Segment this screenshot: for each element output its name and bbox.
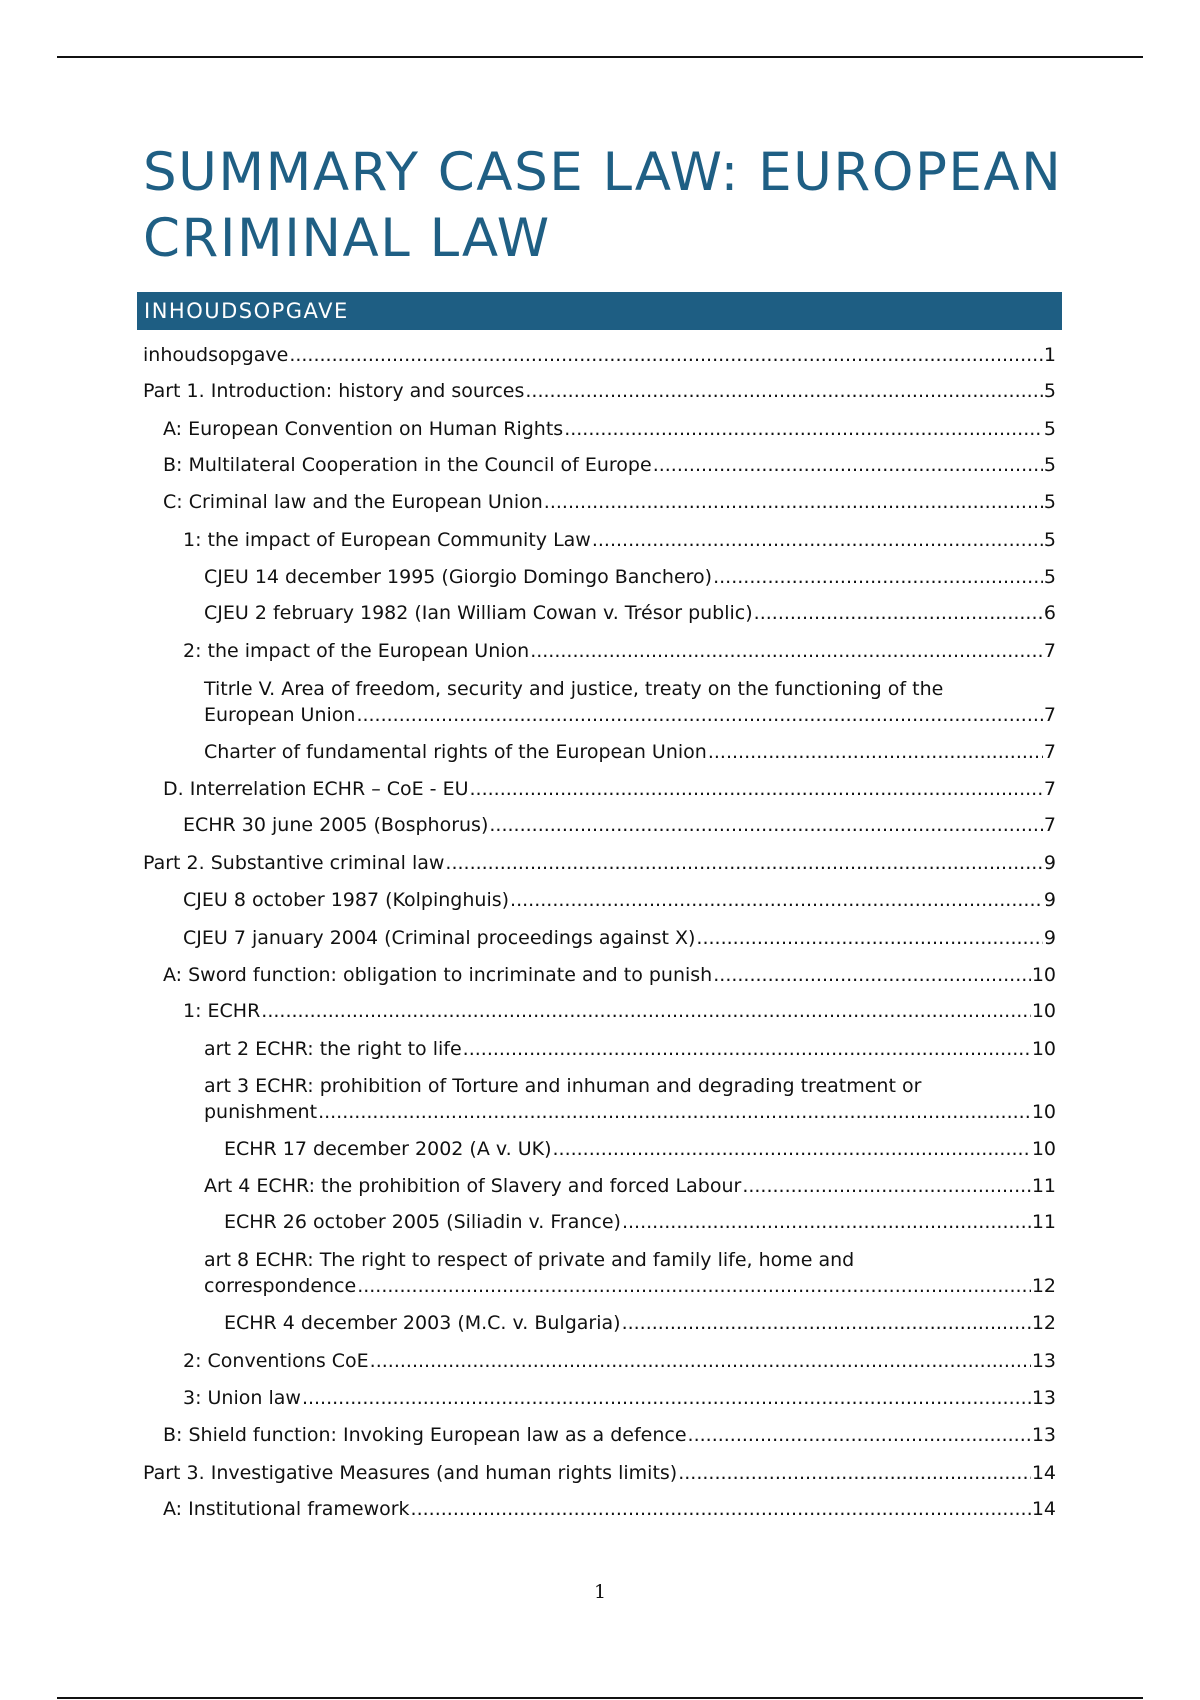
- toc-entry[interactable]: [143, 378, 1056, 404]
- toc-entry[interactable]: [143, 998, 1056, 1024]
- toc-entry[interactable]: [143, 489, 1056, 515]
- toc-entry-text: 1: the impact of European Community Law: [183, 529, 591, 551]
- toc-leader-dots: [696, 925, 1042, 951]
- toc-entry-text: Part 2. Substantive criminal law: [143, 852, 445, 874]
- toc-entry-text: European Union: [204, 704, 356, 726]
- toc-entry-text: punishment: [204, 1101, 318, 1123]
- toc-page-number: 9: [1043, 889, 1056, 911]
- toc-page-number: 10: [1031, 1038, 1056, 1060]
- toc-entry[interactable]: [143, 600, 1056, 626]
- toc-entry[interactable]: [143, 887, 1056, 913]
- toc-entry[interactable]: [143, 1073, 1056, 1125]
- toc-entry-text: correspondence: [204, 1275, 357, 1297]
- toc-entry-text: CJEU 14 december 1995 (Giorgio Domingo Banchero): [204, 566, 713, 588]
- toc-entry[interactable]: [143, 342, 1056, 368]
- document-title: SUMMARY CASE LAW: EUROPEAN CRIMINAL LAW: [143, 142, 1063, 269]
- toc-leader-dots: [564, 416, 1043, 442]
- toc-entry-text: ECHR 4 december 2003 (M.C. v. Bulgaria): [224, 1312, 621, 1334]
- toc-entry[interactable]: [143, 1310, 1056, 1336]
- toc-page-number: 7: [1043, 814, 1056, 836]
- toc-entry-text: ECHR 30 june 2005 (Bosphorus): [183, 814, 489, 836]
- toc-page-number: 5: [1043, 566, 1056, 588]
- toc-page-number: 5: [1043, 454, 1056, 476]
- toc-entry-text: CJEU 2 february 1982 (Ian William Cowan v. Trésor public): [204, 602, 753, 624]
- toc-leader-dots: [552, 1136, 1030, 1162]
- toc-leader-dots: [357, 1273, 1031, 1299]
- toc-entry[interactable]: [143, 564, 1056, 590]
- toc-entry-text: B: Shield function: Invoking European law as a defence: [163, 1424, 687, 1446]
- toc-entry[interactable]: [143, 676, 1056, 728]
- toc-entry-text: Art 4 ECHR: the prohibition of Slavery and forced Labour: [204, 1175, 742, 1197]
- toc-leader-dots: [530, 638, 1043, 664]
- toc-entry-text: Part 1. Introduction: history and sources: [143, 380, 525, 402]
- toc-leader-dots: [510, 887, 1043, 913]
- toc-page-number: 12: [1031, 1312, 1056, 1334]
- toc-page-number: 14: [1031, 1498, 1056, 1520]
- toc-page-number: 6: [1043, 602, 1056, 624]
- toc-entry-text: ECHR 26 october 2005 (Siliadin v. France): [224, 1211, 621, 1233]
- toc-entry[interactable]: [143, 1496, 1056, 1522]
- toc-entry[interactable]: [143, 739, 1056, 765]
- toc-page-number: 13: [1031, 1350, 1056, 1372]
- toc-leader-dots: [544, 489, 1043, 515]
- toc-leader-dots: [592, 527, 1043, 553]
- toc-leader-dots: [261, 998, 1031, 1024]
- toc-entry-text: 3: Union law: [183, 1387, 301, 1409]
- toc-page-number: 7: [1043, 704, 1056, 726]
- toc-entry-text: art 3 ECHR: prohibition of Torture and inhuman and degrading treatment or: [204, 1075, 922, 1097]
- toc-leader-dots: [356, 702, 1042, 728]
- toc-entry-text: art 8 ECHR: The right to respect of private and family life, home and: [204, 1249, 855, 1271]
- toc-entry[interactable]: [143, 1460, 1056, 1486]
- toc-entry-text: 2: the impact of the European Union: [183, 640, 530, 662]
- toc-leader-dots: [463, 1036, 1031, 1062]
- toc-entry[interactable]: [143, 1422, 1056, 1448]
- toc-page-number: 11: [1031, 1175, 1056, 1197]
- toc-entry[interactable]: [143, 1247, 1056, 1299]
- toc-entry-text: 2: Conventions CoE: [183, 1350, 369, 1372]
- toc-entry[interactable]: [143, 416, 1056, 442]
- toc-leader-dots: [302, 1385, 1031, 1411]
- toc-leader-dots: [742, 1173, 1031, 1199]
- toc-entry-text: inhoudsopgave: [143, 344, 289, 366]
- toc-page-number: 7: [1043, 778, 1056, 800]
- toc-entry[interactable]: [143, 962, 1056, 988]
- toc-entry[interactable]: [143, 1209, 1056, 1235]
- page-number: 1: [593, 1581, 607, 1603]
- toc-page-number: 5: [1043, 529, 1056, 551]
- toc-page-number: 7: [1043, 741, 1056, 763]
- toc-entry[interactable]: [143, 812, 1056, 838]
- toc-entry[interactable]: [143, 925, 1056, 951]
- toc-entry-text: Titrle V. Area of freedom, security and justice, treaty on the functioning of the: [204, 678, 944, 700]
- toc-entry-text: CJEU 7 january 2004 (Criminal proceedings against X): [183, 927, 696, 949]
- toc-page-number: 11: [1031, 1211, 1056, 1233]
- toc-entry-text: art 2 ECHR: the right to life: [204, 1038, 462, 1060]
- toc-entry[interactable]: [143, 776, 1056, 802]
- toc-entry-text: A: Sword function: obligation to incriminate and to punish: [163, 964, 713, 986]
- toc-entry-text: A: European Convention on Human Rights: [163, 418, 564, 440]
- toc-leader-dots: [525, 378, 1043, 404]
- toc-entry-text: C: Criminal law and the European Union: [163, 491, 543, 513]
- toc-entry-text: Charter of fundamental rights of the European Union: [204, 741, 707, 763]
- toc-entry-text: D. Interrelation ECHR – CoE - EU: [163, 778, 469, 800]
- toc-leader-dots: [708, 739, 1043, 765]
- toc-entry-text: CJEU 8 october 1987 (Kolpinghuis): [183, 889, 510, 911]
- toc-entry[interactable]: [143, 452, 1056, 478]
- toc-entry-text: Part 3. Investigative Measures (and human rights limits): [143, 1462, 678, 1484]
- toc-leader-dots: [678, 1460, 1031, 1486]
- toc-leader-dots: [489, 812, 1043, 838]
- toc-page-number: 5: [1043, 380, 1056, 402]
- toc-page-number: 9: [1043, 852, 1056, 874]
- toc-leader-dots: [318, 1099, 1031, 1125]
- toc-page-number: 10: [1031, 1138, 1056, 1160]
- toc-page-number: 1: [1043, 344, 1056, 366]
- toc-leader-dots: [370, 1348, 1031, 1374]
- toc-leader-dots: [289, 342, 1043, 368]
- toc-page-number: 13: [1031, 1387, 1056, 1409]
- toc-page-number: 5: [1043, 491, 1056, 513]
- header-rule: [57, 56, 1143, 58]
- toc-page-number: 5: [1043, 418, 1056, 440]
- toc-entry[interactable]: [143, 1348, 1056, 1374]
- toc-entry[interactable]: [143, 1173, 1056, 1199]
- toc-entry[interactable]: [143, 1385, 1056, 1411]
- footer-rule: [57, 1697, 1143, 1699]
- toc-page-number: 7: [1043, 640, 1056, 662]
- toc-page-number: 14: [1031, 1462, 1056, 1484]
- toc-page-number: 9: [1043, 927, 1056, 949]
- toc-leader-dots: [470, 776, 1043, 802]
- toc-entry-text: ECHR 17 december 2002 (A v. UK): [224, 1138, 552, 1160]
- toc-page-number: 10: [1031, 964, 1056, 986]
- toc-page-number: 12: [1031, 1275, 1056, 1297]
- toc-entry[interactable]: [143, 527, 1056, 553]
- toc-entry[interactable]: [143, 1036, 1056, 1062]
- toc-page-number: 10: [1031, 1101, 1056, 1123]
- toc-leader-dots: [688, 1422, 1031, 1448]
- toc-page-number: 10: [1031, 1000, 1056, 1022]
- toc-leader-dots: [622, 1310, 1031, 1336]
- toc-entry[interactable]: [143, 638, 1056, 664]
- toc-entry[interactable]: [143, 1136, 1056, 1162]
- toc-entry-text: 1: ECHR: [183, 1000, 261, 1022]
- toc-leader-dots: [713, 564, 1043, 590]
- toc-leader-dots: [622, 1209, 1031, 1235]
- toc-leader-dots: [713, 962, 1031, 988]
- toc-leader-dots: [445, 850, 1043, 876]
- toc-leader-dots: [653, 452, 1043, 478]
- toc-page-number: 13: [1031, 1424, 1056, 1446]
- toc-leader-dots: [754, 600, 1043, 626]
- toc-entry-text: A: Institutional framework: [163, 1498, 410, 1520]
- toc-entry[interactable]: [143, 850, 1056, 876]
- toc-heading: INHOUDSOPGAVE: [137, 292, 1062, 330]
- toc-leader-dots: [411, 1496, 1031, 1522]
- toc-entry-text: B: Multilateral Cooperation in the Council of Europe: [163, 454, 652, 476]
